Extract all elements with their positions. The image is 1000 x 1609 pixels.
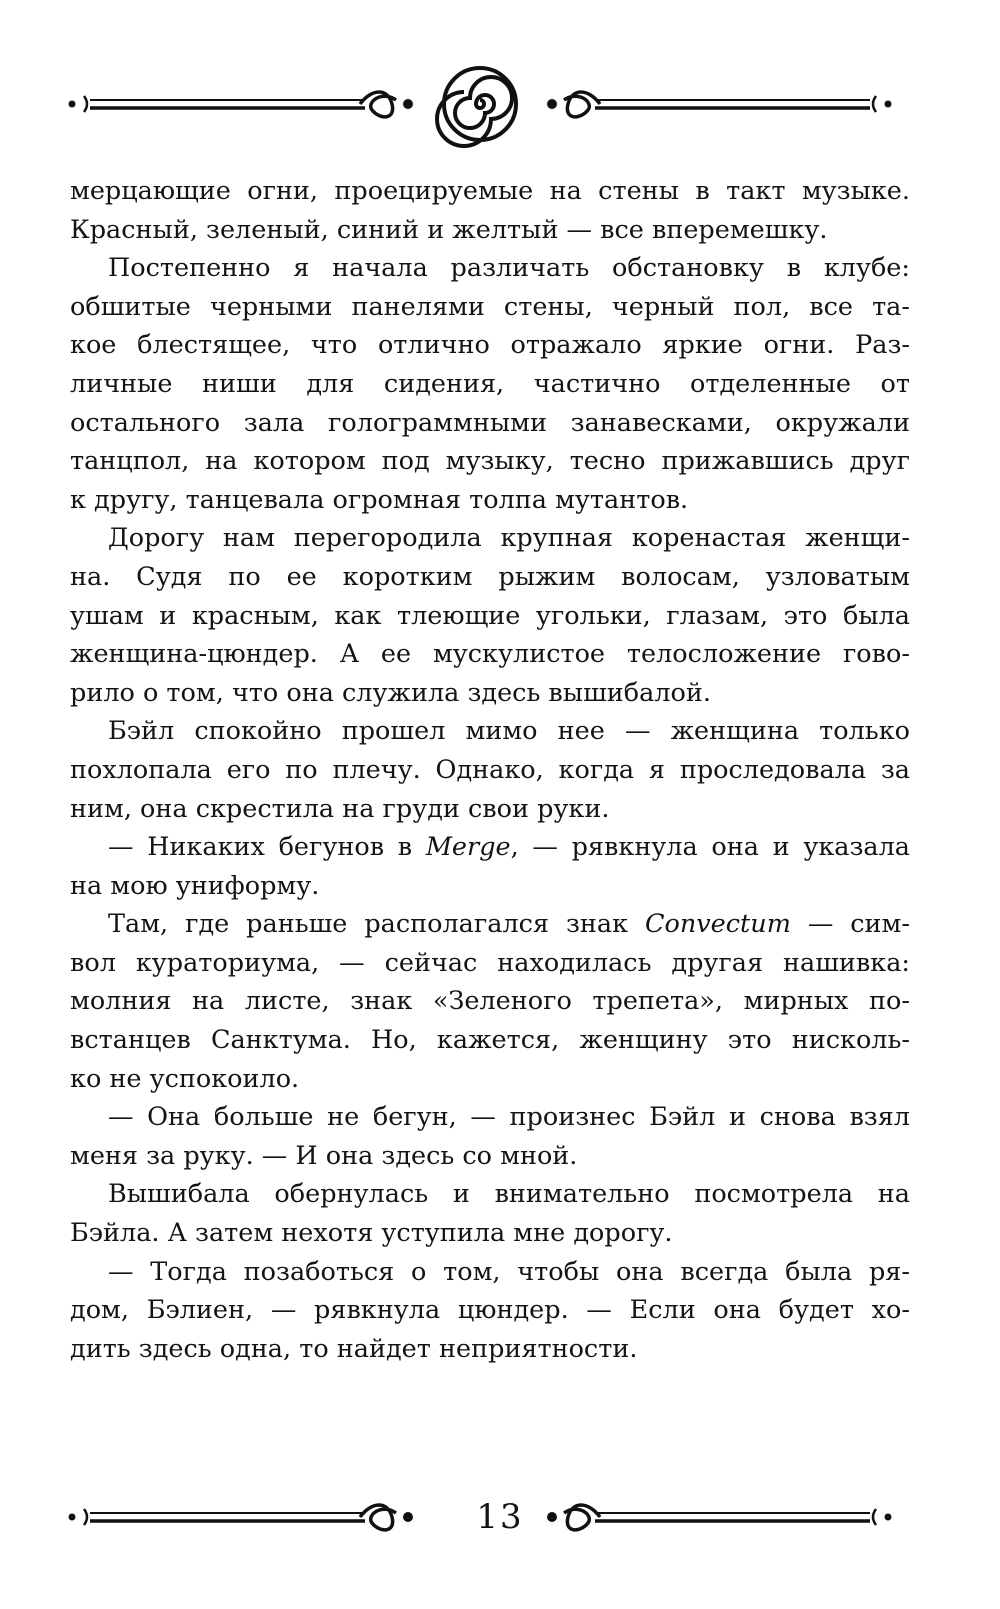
text-line: Красный, зеленый, синий и желтый — все вперемешку.: [70, 214, 828, 245]
text-line: на. Судя по ее коротким рыжим волосам, узловатым: [70, 561, 910, 592]
italic-fragment: Merge: [425, 832, 511, 863]
text-fragment: Там, где раньше располагался знак: [108, 909, 645, 940]
text-line: женщина-цюндер. А ее мускулистое телосложение гово-: [70, 639, 910, 670]
text-line: — Тогда позаботься о том, чтобы она всегда была ря-: [108, 1256, 910, 1287]
text-line: личные ниши для сидения, частично отделенные от: [70, 368, 910, 399]
italic-fragment: Convectum: [644, 909, 791, 940]
text-line: обшитые черными панелями стены, черный пол, все та-: [70, 291, 910, 322]
text-line: — Она больше не бегун, — произнес Бэйл и снова взял: [108, 1102, 910, 1133]
text-line: Дорогу нам перегородила крупная коренастая женщи-: [108, 523, 910, 554]
text-fragment: — Никаких бегунов в: [108, 832, 426, 863]
text-line: рило о том, что она служила здесь вышибалой.: [70, 677, 711, 708]
text-fragment: , — рявкнула она и указала: [510, 832, 910, 863]
text-line: остального зала голограммными занавесками, окружали: [70, 407, 910, 438]
text-line: Вышибала обернулась и внимательно посмотрела на: [108, 1179, 910, 1210]
text-line: молния на листе, знак «Зеленого трепета», мирных по-: [70, 986, 910, 1017]
text-line: ним, она скрестила на груди свои руки.: [70, 793, 610, 824]
text-line: к другу, танцевала огромная толпа мутантов.: [70, 484, 689, 515]
text-line: меня за руку. — И она здесь со мной.: [70, 1140, 578, 1171]
text-line: на мою униформу.: [70, 870, 320, 901]
body-text: [70, 172, 910, 1368]
spiral-divider-icon: [0, 60, 1000, 160]
text-line: [70, 905, 910, 944]
text-line: танцпол, на котором под музыку, тесно прижавшись друг: [70, 446, 910, 477]
text-line: [70, 828, 910, 867]
text-line: встанцев Санктума. Но, кажется, женщину это нисколь-: [70, 1025, 910, 1056]
page-number: 13: [476, 1497, 524, 1537]
text-fragment: — сим-: [790, 909, 910, 940]
top-ornament: [0, 60, 1000, 160]
text-line: дить здесь одна, то найдет неприятности.: [70, 1333, 638, 1364]
text-line: Постепенно я начала различать обстановку в клубе:: [108, 253, 910, 284]
text-line: дом, Бэлиен, — рявкнула цюндер. — Если она будет хо-: [70, 1295, 910, 1326]
text-line: похлопала его по плечу. Однако, когда я проследовала за: [70, 754, 910, 785]
text-line: ко не успокоило.: [70, 1063, 300, 1094]
text-line: вол кураториума, — сейчас находилась другая нашивка:: [70, 947, 910, 978]
text-line: кое блестящее, что отлично отражало яркие огни. Раз-: [70, 330, 910, 361]
text-line: ушам и красным, как тлеющие угольки, глазам, это была: [70, 600, 910, 631]
text-line: Бэйл спокойно прошел мимо нее — женщина только: [108, 716, 910, 747]
text-line: Бэйла. А затем нехотя уступила мне дорогу.: [70, 1218, 673, 1249]
text-line: мерцающие огни, проецируемые на стены в такт музыке.: [70, 176, 910, 206]
